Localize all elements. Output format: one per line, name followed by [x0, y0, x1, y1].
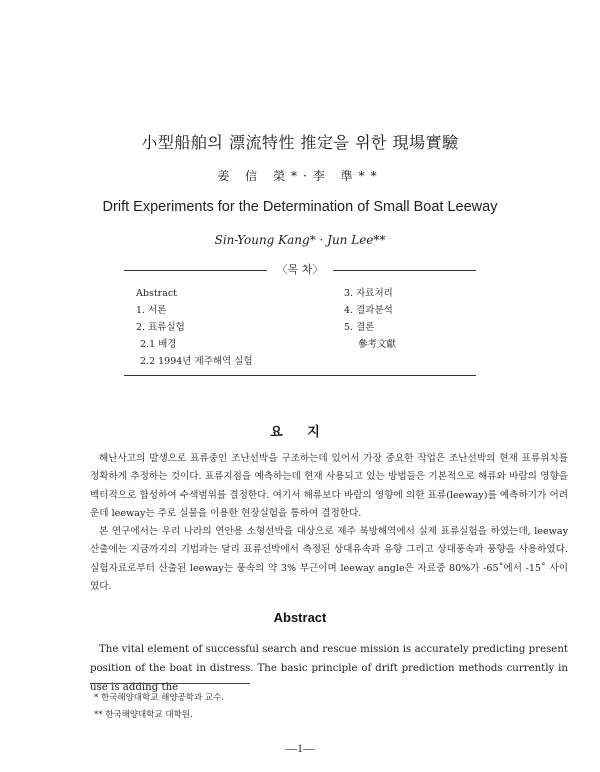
page-number: —1—	[285, 743, 315, 755]
toc-item-jeju-experiment: 2.2 1994년 제주해역 실험	[140, 356, 253, 367]
title-english: Drift Experiments for the Determination of Small Boat Leeway	[102, 199, 498, 215]
toc-item-conclusion: 5. 결론	[344, 322, 375, 333]
toc-left-column	[136, 285, 306, 370]
toc-item-abstract: Abstract	[136, 288, 177, 299]
toc-item-introduction: 1. 서론	[136, 305, 167, 316]
summary-body	[90, 450, 568, 596]
summary-paragraph: 해난사고의 발생으로 표류중인 조난선박을 구조하는데 있어서 가장 중요한 작업은 조난선박의 현재 표류위치를 정확하게 추정하는 것이다. 표류지점을 예측하는데 현재 사용되고 있는 방법들은 기본적으로 해류와 바람의 영향을 벡터적으로 합성하여 수색범위를 결정한다. 여기서 해류보다 바람의 영향에 의한 표류(leeway)를 예측하기가 어려운데 leeway는 주로 실물을 이용한 현장실험을 통하여 결정한다.	[90, 453, 568, 519]
table-of-contents	[124, 263, 476, 376]
toc-item-background: 2.1 배경	[140, 339, 177, 350]
toc-item-result-analysis: 4. 결과분석	[344, 305, 393, 316]
toc-item-data-processing: 3. 자료처리	[344, 288, 393, 299]
toc-item-drift-experiment: 2. 표류실험	[136, 322, 185, 333]
title-korean: 小型船舶의 漂流特性 推定을 위한 現場實驗	[141, 133, 459, 152]
footnote-second-author: ** 한국해양대학교 대학원.	[94, 710, 193, 720]
authors-english: Sin-Young Kang* · Jun Lee**	[214, 233, 386, 247]
summary-heading: 요 지	[270, 425, 330, 440]
abstract-body	[90, 640, 568, 697]
authors-korean: 姜 信 榮*·李 準**	[217, 169, 383, 183]
toc-item-references: 參考文獻	[358, 339, 397, 350]
toc-right-column	[344, 285, 474, 353]
abstract-heading: Abstract	[273, 610, 327, 625]
footnotes	[94, 690, 224, 724]
abstract-paragraph: The vital element of successful search and rescue mission is accurately predicting present position of the boat in distress. The basic principle of drift prediction methods currently in use is adding the	[90, 644, 568, 693]
toc-heading: 〈목 차〉	[124, 262, 476, 278]
footnote-divider	[90, 683, 250, 684]
summary-paragraph: 본 연구에서는 우리 나라의 연안용 소형선박을 대상으로 제주 북방해역에서 실제 표류실험을 하였는데, leeway 산출에는 지금까지의 기법과는 달리 표류선박에서 측정된 상대유속과 유향 그리고 상대풍속과 풍향을 사용하였다. 실험자료로부터 산출된 leeway는 풍속의 약 3% 부근이며 leeway angle은 자료중 80%가 -65˚에서 -15˚ 사이였다.	[90, 526, 568, 593]
footnote-first-author: * 한국해양대학교 해양공학과 교수.	[94, 693, 225, 703]
